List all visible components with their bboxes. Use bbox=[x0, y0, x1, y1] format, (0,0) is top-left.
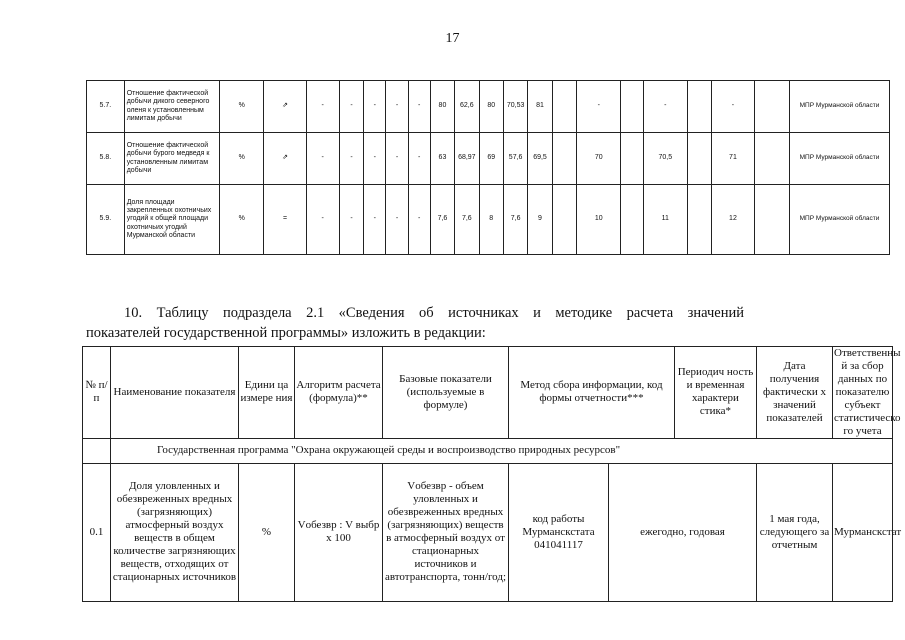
section-paragraph-line2: показателей государственной программы» изложить в редакции: bbox=[86, 325, 486, 341]
table-row: 0.1 Доля уловленных и обезвреженных вредных (загрязняющих) атмосферный воздух веществ в общем количестве загрязняющих веществ, отходящих от стационарных источников % Vобезвр : V выбр х 100 Vобезвр - объем уловленных и обезвреженных вредных (загрязняющих) веществ в атмосферный воздух от стационарных источников и автотранспорта, тонн/год; код работы Мурманскстата 041041117 ежегодно, годовая 1 мая года, следующего за отчетным Мурманскстат bbox=[83, 463, 893, 601]
header-base: Базовые показатели (используемые в формуле) bbox=[383, 347, 509, 439]
sources-table bbox=[82, 346, 902, 602]
header-method: Метод сбора информации, код формы отчетности*** bbox=[509, 347, 675, 439]
section-paragraph-line1: 10. Таблицу подраздела 2.1 «Сведения об источниках и методике расчета значений bbox=[124, 305, 744, 321]
trend-arrow-icon: ⇗ bbox=[264, 81, 306, 133]
trend-equal-icon: = bbox=[264, 185, 306, 255]
page-number: 17 bbox=[445, 31, 460, 46]
indicators-table-top bbox=[86, 80, 890, 255]
header-period: Периодич ность и временная характери стика* bbox=[675, 347, 757, 439]
trend-arrow-icon: ⇗ bbox=[264, 133, 306, 185]
header-algo: Алгоритм расчета (формула)** bbox=[295, 347, 383, 439]
table-row: 5.9. Доля площади закрепленных охотничьих угодий к общей площади охотничьих угодий Мурманской области % = - - - - - 7,6 7,6 8 7,6 9 10 11 12 МПР Мурманской области bbox=[87, 185, 890, 255]
header-date: Дата получения фактически х значений показателей bbox=[757, 347, 833, 439]
header-resp: Ответственны й за сбор данных по показателю субъект статистическо го учета bbox=[834, 347, 901, 437]
header-unit: Едини ца измере ния bbox=[239, 347, 295, 439]
program-row: Государственная программа "Охрана окружающей среды и воспроизводство природных ресурсов" bbox=[83, 438, 893, 463]
table-row: 5.8. Отношение фактической добычи бурого медведя к установленным лимитам добычи % ⇗ - - - - - 63 68,97 69 57,6 69,5 70 70,5 71 МПР Мурманской области bbox=[87, 133, 890, 185]
table-row: 5.7. Отношение фактической добычи дикого северного оленя к установленным лимитам добычи % ⇗ - - - - - 80 62,6 80 70,53 81 - - - МПР Мурманской области bbox=[87, 81, 890, 133]
header-name: Наименование показателя bbox=[111, 347, 239, 439]
table-header-row bbox=[83, 347, 893, 439]
header-num: № п/п bbox=[83, 347, 111, 439]
